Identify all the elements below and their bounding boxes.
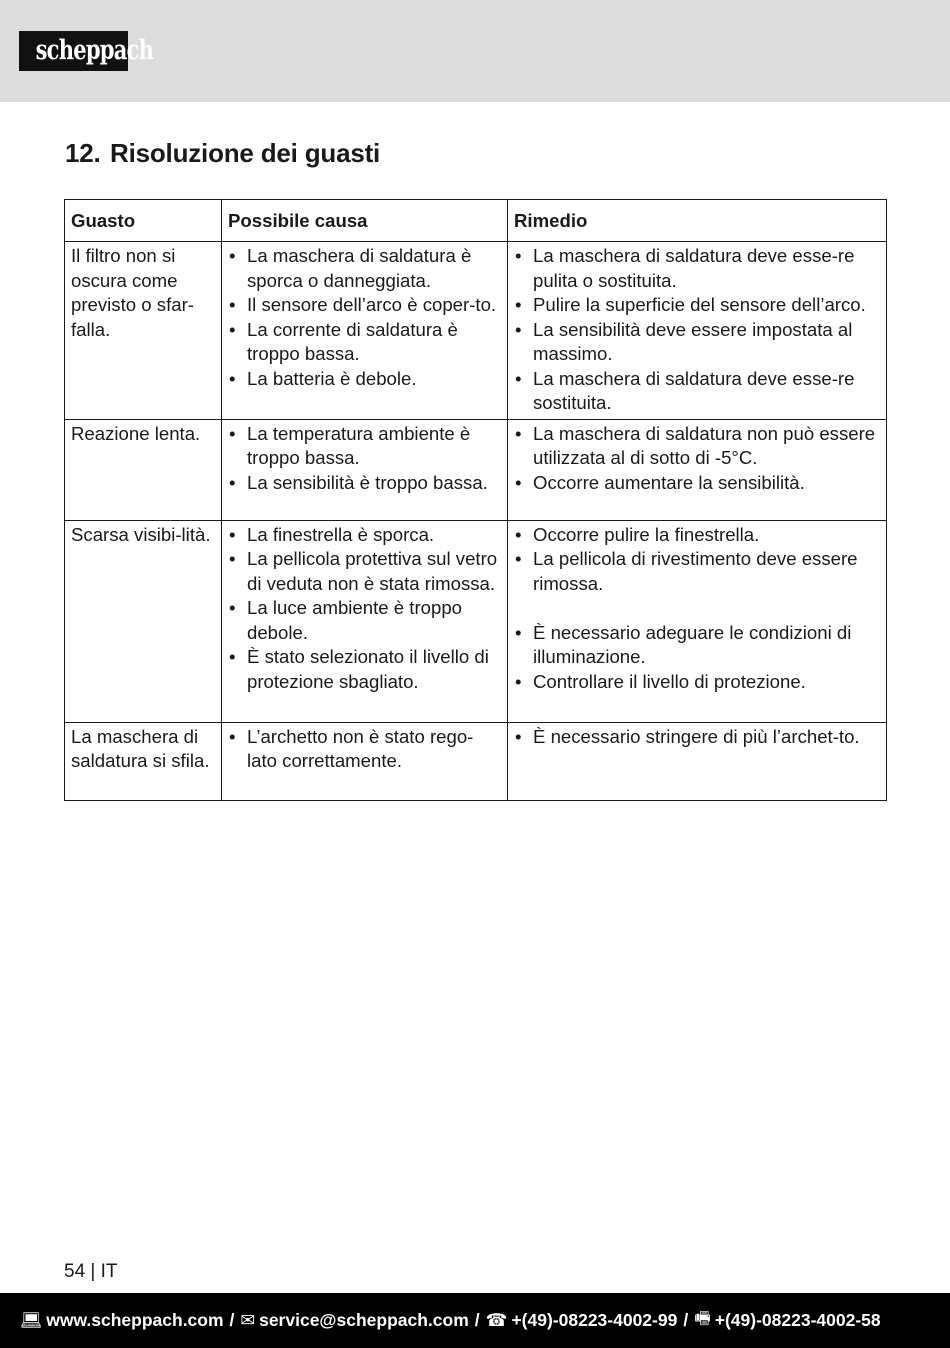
page-language: IT <box>100 1261 118 1282</box>
fault-cell: Scarsa visibi-lità. <box>65 520 222 722</box>
troubleshooting-table <box>64 199 887 801</box>
cause-cell <box>222 419 508 520</box>
page-number: 54 | IT <box>64 1261 118 1282</box>
laptop-icon: 💻︎ <box>20 1310 43 1330</box>
remedy-item: • La maschera di saldatura non può essere utilizzata al di sotto di -5°C. <box>514 422 880 471</box>
remedy-cell <box>508 722 887 800</box>
remedy-cell <box>508 419 887 520</box>
cause-item: • La sensibilità è troppo bassa. <box>228 471 501 496</box>
fax-icon: 🖷︎ <box>694 1307 711 1328</box>
cause-item: • La finestrella è sporca. <box>228 523 501 548</box>
remedy-item: • La pellicola di rivestimento deve essere rimossa. <box>514 547 880 596</box>
table-header-row <box>65 200 887 242</box>
cause-item: • L’archetto non è stato rego-lato correttamente. <box>228 725 501 774</box>
remedy-item: • Occorre aumentare la sensibilità. <box>514 471 880 496</box>
remedy-item: • Pulire la superficie del sensore dell’arco. <box>514 293 880 318</box>
table-row <box>65 419 887 520</box>
footer-contact-bar: 💻︎ www.scheppach.com / ✉︎ service@scheppach.com / ☎︎ +(49)-08223-4002-99 / 🖷︎ +(49)-08223-4002-58 <box>0 1293 950 1348</box>
telephone-icon: ☎︎ <box>485 1310 508 1330</box>
remedy-cell <box>508 520 887 722</box>
remedy-item: • Occorre pulire la finestrella. <box>514 523 880 548</box>
footer-phone: +(49)-08223-4002-99 <box>511 1310 678 1330</box>
cause-item: • La pellicola protettiva sul vetro di veduta non è stata rimossa. <box>228 547 501 596</box>
fault-cell: La maschera di saldatura si sfila. <box>65 722 222 800</box>
footer-email-link[interactable]: service@scheppach.com <box>259 1310 469 1330</box>
remedy-item: • È necessario stringere di più l’archet-to. <box>514 725 880 750</box>
scheppach-logo: scheppach <box>19 31 128 71</box>
remedy-item: • Controllare il livello di protezione. <box>514 670 880 695</box>
envelope-icon: ✉︎ <box>240 1310 256 1330</box>
column-header-cause: Possibile causa <box>222 200 508 242</box>
remedy-item: • La sensibilità deve essere impostata al massimo. <box>514 318 880 367</box>
remedy-item: • La maschera di saldatura deve esse-re pulita o sostituita. <box>514 244 880 293</box>
page-number-value: 54 <box>64 1261 86 1282</box>
fault-cell: Il filtro non si oscura come previsto o sfar-falla. <box>65 242 222 420</box>
fault-cell: Reazione lenta. <box>65 419 222 520</box>
cause-item: • La temperatura ambiente è troppo bassa. <box>228 422 501 471</box>
header-band <box>0 0 950 102</box>
column-header-remedy: Rimedio <box>508 200 887 242</box>
cause-item: • La maschera di saldatura è sporca o danneggiata. <box>228 244 501 293</box>
cause-cell <box>222 520 508 722</box>
cause-cell <box>222 242 508 420</box>
footer-fax: +(49)-08223-4002-58 <box>714 1310 881 1330</box>
table-row <box>65 242 887 420</box>
column-header-fault: Guasto <box>65 200 222 242</box>
cause-item: • Il sensore dell’arco è coper-to. <box>228 293 501 318</box>
cause-item: • La corrente di saldatura è troppo bassa. <box>228 318 501 367</box>
section-title-text: Risoluzione dei guasti <box>110 138 381 168</box>
cause-item: • La luce ambiente è troppo debole. <box>228 596 501 645</box>
cause-item: • La batteria è debole. <box>228 367 501 392</box>
footer-website-link[interactable]: www.scheppach.com <box>46 1310 224 1330</box>
table-row <box>65 722 887 800</box>
table-row <box>65 520 887 722</box>
remedy-item: • È necessario adeguare le condizioni di illuminazione. <box>514 621 880 670</box>
cause-item: • È stato selezionato il livello di protezione sbagliato. <box>228 645 501 694</box>
remedy-cell <box>508 242 887 420</box>
cause-cell <box>222 722 508 800</box>
section-title <box>65 138 380 169</box>
remedy-item: • La maschera di saldatura deve esse-re sostituita. <box>514 367 880 416</box>
section-number: 12. <box>65 138 101 168</box>
